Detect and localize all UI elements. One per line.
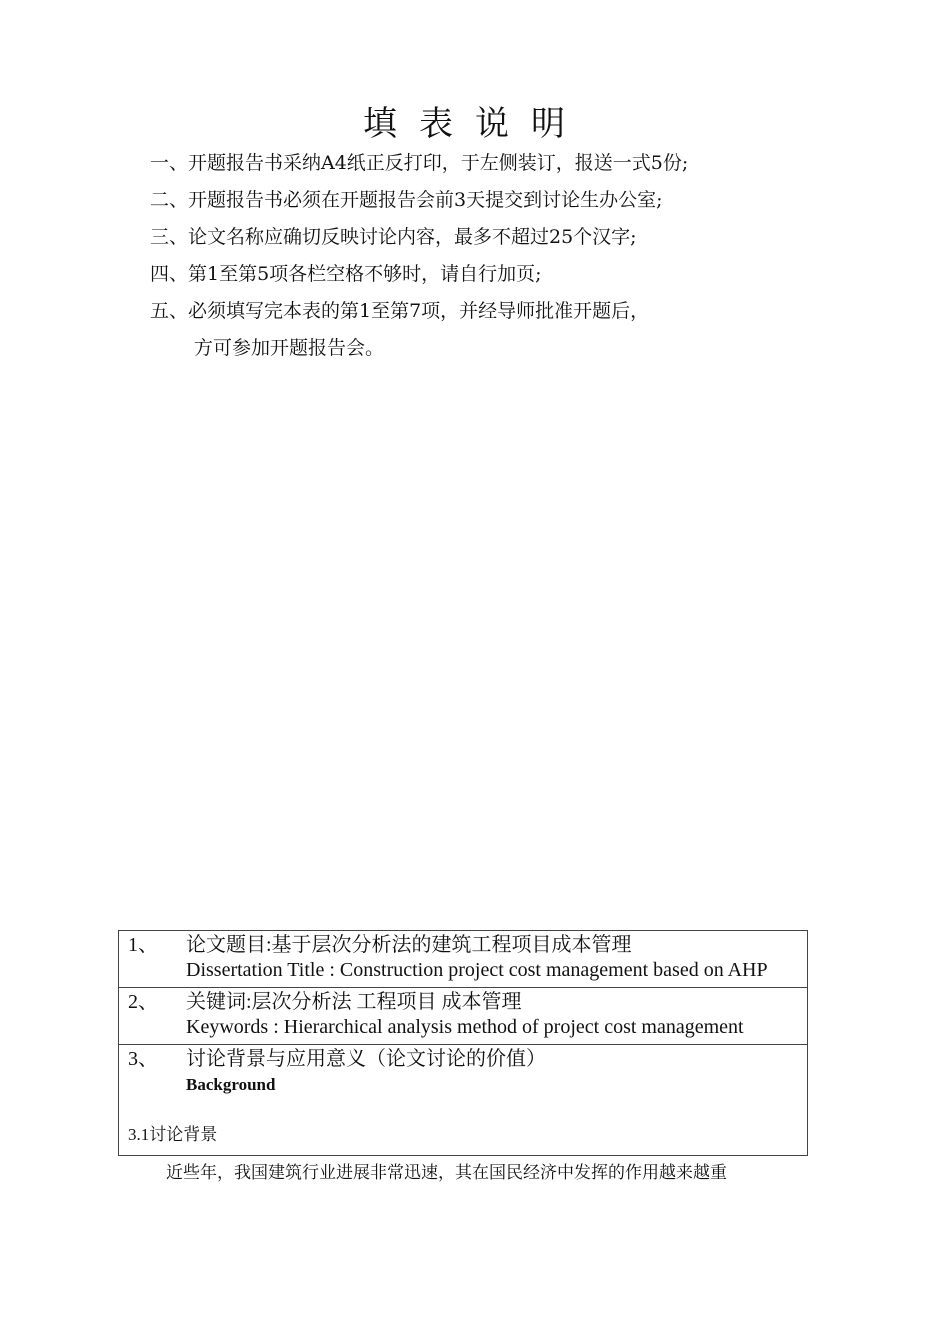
instruction-item-4: 四、第1至第5项各栏空格不够时，请自行加页;: [150, 263, 542, 285]
form-row-keywords: [119, 988, 808, 1045]
form-row-title: [119, 931, 808, 988]
section-heading: 3.1讨论背景: [128, 1125, 218, 1144]
instruction-item-1: 一、开题报告书采纳A4纸正反打印，于左侧装订，报送一式5份;: [150, 152, 689, 174]
thesis-title-en: Dissertation Title : Construction project cost management based on AHP: [186, 959, 768, 981]
background-paragraph: 近些年，我国建筑行业进展非常迅速，其在国民经济中发挥的作用越来越重: [166, 1163, 727, 1182]
form-instructions-heading: 填表说明: [363, 104, 587, 144]
thesis-title-cn: 论文题目:基于层次分析法的建筑工程项目成本管理: [186, 934, 632, 956]
form-row-background: [119, 1045, 808, 1156]
instruction-item-2: 二、开题报告书必须在开题报告会前3天提交到讨论生办公室;: [150, 189, 663, 211]
instruction-item-3: 三、论文名称应确切反映讨论内容，最多不超过25个汉字;: [150, 226, 637, 248]
row-number: 2、: [128, 991, 158, 1013]
background-heading-cn: 讨论背景与应用意义（论文讨论的价值）: [186, 1048, 546, 1070]
instruction-item-5-continued: 方可参加开题报告会。: [194, 337, 385, 359]
instruction-item-5: 五、必须填写完本表的第1至第7项，并经导师批准开题后，: [150, 300, 650, 322]
proposal-form-table: [118, 930, 808, 1182]
instructions-list: [150, 145, 830, 367]
row-number: 3、: [128, 1048, 158, 1070]
keywords-cn: 关键词:层次分析法 工程项目 成本管理: [186, 991, 522, 1013]
background-heading-en: Background: [186, 1075, 276, 1094]
row-number: 1、: [128, 934, 158, 956]
keywords-en: Keywords : Hierarchical analysis method of project cost management: [186, 1016, 744, 1038]
